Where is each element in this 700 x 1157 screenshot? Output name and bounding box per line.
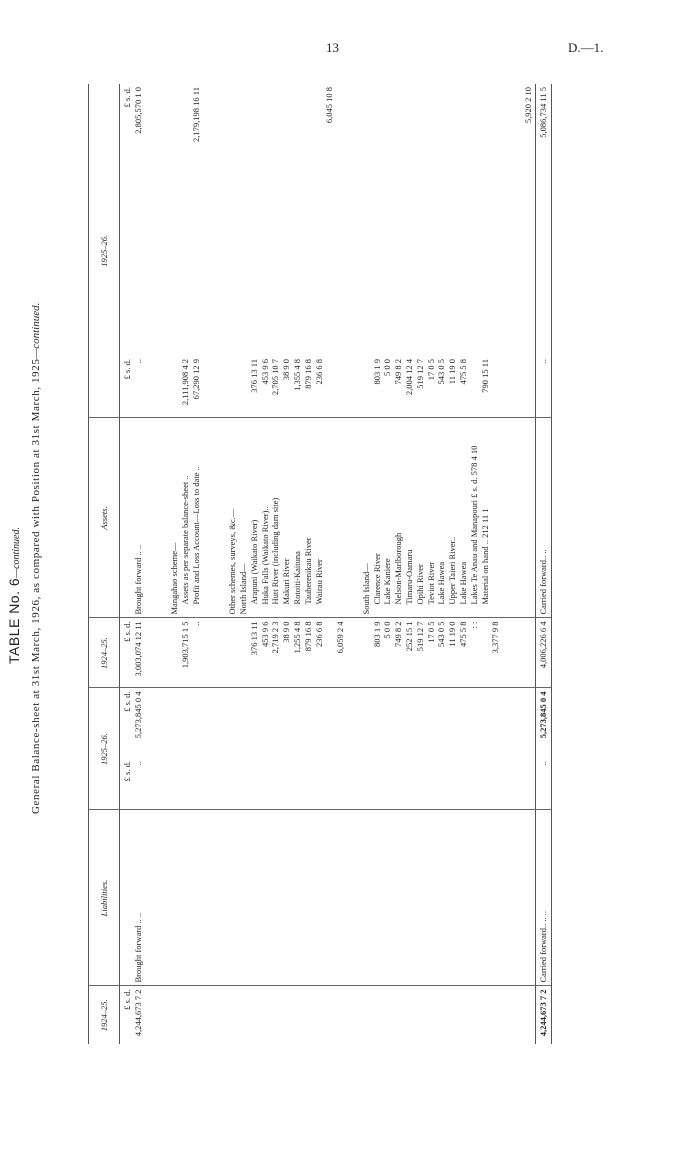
north-item-1926: 376 13 11	[248, 359, 259, 393]
north-island-row	[204, 84, 348, 1044]
north-item-1925: 1,255 4 8	[291, 621, 302, 654]
mangahao-1925: 1,903,715 1 5 ..	[146, 618, 204, 688]
north-item-1925: 453 9 6	[259, 621, 270, 647]
liab-carried-dots: ..	[536, 758, 552, 810]
liab-1926-inner-unit: £ s. d. ..	[120, 758, 146, 810]
south-island-1926	[348, 356, 536, 418]
north-item-1926: 879 16 8	[302, 359, 313, 389]
assets-1926-header: 1925–26.	[89, 84, 120, 418]
material-line: Material on hand .. 212 11 1	[479, 508, 490, 605]
south-item-label: Clarence River	[371, 553, 382, 605]
north-item-label: Rotoiti-Kaituna	[291, 551, 302, 605]
assets-brought-1926: £ s. d. 2,805,570 1 0	[122, 87, 143, 134]
south-item-label: Teviot River	[425, 561, 436, 605]
brought-forward-row	[120, 84, 146, 1044]
assets-carried-1926: 5,086,734 11 5	[536, 84, 552, 356]
liab-carried-1925: 4,244,673 7 2	[536, 986, 552, 1044]
north-island-1926	[204, 356, 348, 418]
north-island-1925	[204, 618, 348, 688]
assets-carried-dots: ..	[536, 356, 552, 418]
north-island-labels: Other schemes, surveys, &c.— North Island— Arapuni (Waikato River) Huka Falls (Waikato River).. Hutt River (including dam site) Makuri River Rotoiti-Kaituna Tauherenikau River Wairau River	[204, 418, 348, 618]
mangahao-row	[146, 84, 204, 1044]
liab-carried-1926: 5,273,845 0 4	[536, 688, 552, 758]
south-item-1925: 11 19 0	[447, 621, 458, 647]
south-item-1925: 475 5 8	[457, 621, 468, 647]
assets-header: Assets.	[89, 418, 120, 618]
north-subtotal-1925: 6,059 2 4	[335, 621, 346, 654]
south-island-labels: South Island— Clarence River Lake Kaniere Nelson-Marlborough Timaru-Oamaru Opihi River Teviot River Lake Hawea Upper Taieri River.. Lake Hawea Lakes Te Anau and Manapouri £ s. d. 578 4 10 Material on hand .. 212 11 1	[348, 418, 536, 618]
south-item-1926: 17 0 5	[425, 359, 436, 381]
south-item-1926: 475 5 8	[457, 359, 468, 385]
south-island-row	[348, 84, 536, 1044]
assets-carried-label: Carried forward.. ..	[536, 418, 552, 618]
carried-forward-row	[536, 84, 552, 1044]
north-item-1925: 38 9 0	[281, 621, 292, 643]
north-item-1926: 2,705 10 7	[270, 359, 281, 396]
table-subtitle: General Balance-sheet at 31st March, 1926, as compared with Position at 31st March, 1925—continued.	[30, 302, 42, 814]
south-item-1925: 5 0 0	[382, 621, 393, 639]
south-item-1925: 519 12 7	[414, 621, 425, 652]
liab-brought-1925: £ s. d. 4,244,673 7 2	[122, 989, 143, 1037]
south-total-1925: 3,377 9 8	[490, 621, 501, 654]
north-item-label: Huka Falls (Waikato River)..	[259, 506, 270, 605]
south-item-label: Lake Kaniere	[382, 558, 393, 605]
manapouri-net-1926: 790 15 11	[479, 359, 490, 393]
north-item-1925: 376 13 11	[248, 621, 259, 656]
north-item-1926: 236 6 8	[313, 359, 324, 385]
south-item-1926: 543 0 5	[436, 359, 447, 385]
liab-carried-label: Carried forward.. .. ..	[536, 810, 552, 986]
south-item-1926: 5 0 0	[382, 359, 393, 376]
north-item-1925: 879 16 8	[302, 621, 313, 652]
north-item-label: Makuri River	[281, 558, 292, 605]
liab-1925-header: 1924–25.	[89, 986, 120, 1044]
liab-brought-1926: £ s. d. 5,273,845 0 4	[122, 691, 143, 739]
assets-1926-inner-unit: £ s. d. ..	[120, 356, 146, 418]
north-item-label: Hutt River (including dam site)	[270, 497, 281, 605]
north-island-total-1926: 6,045 10 8	[324, 87, 335, 124]
assets-1925-header: 1924–25.	[89, 618, 120, 688]
north-item-label: Tauherenikau River	[302, 537, 313, 605]
north-item-1926: 38 9 0	[281, 359, 292, 381]
south-item-1925: 543 0 5	[436, 621, 447, 647]
mangahao-labels: Mangahao scheme— Assets as per separate balance-sheet .. Profit and Loss Account—Loss to date ..	[146, 418, 204, 618]
south-item-label: Timaru-Oamaru	[403, 549, 414, 605]
document-reference: D.—1.	[568, 40, 604, 55]
south-island-total-1926: 5,920 2 10	[522, 87, 533, 124]
south-item-1926: 803 1 9	[371, 359, 382, 385]
south-item-label: Opihi River	[414, 564, 425, 605]
mangahao-total-1926: 2,179,198 16 11	[190, 87, 201, 142]
south-item-label: Lake Hawea	[436, 561, 447, 605]
south-item-1926: 749 8 2	[393, 359, 404, 385]
north-item-1925: 2,719 2 3	[270, 621, 281, 654]
north-item-1925: 236 6 8	[313, 621, 324, 647]
south-item-label: Upper Taieri River..	[447, 536, 458, 605]
south-item-1925: 749 8 2	[393, 621, 404, 647]
assets-brought-1925: £ s. d. 3,003,074 12 11	[120, 618, 146, 688]
rotated-balance-sheet	[6, 84, 608, 1044]
table-title: TABLE No. 6—continued.	[6, 527, 22, 664]
header-row	[89, 84, 120, 1044]
north-item-label: Wairau River	[313, 559, 324, 605]
balance-sheet-table	[88, 84, 552, 1044]
liab-brought-label: Brought forward .. ..	[120, 810, 146, 986]
manapouri-line: Lakes Te Anau and Manapouri £ s. d. 578 4 10	[468, 445, 479, 605]
south-item-1925: 17 0 5	[425, 621, 436, 643]
south-item-label: Nelson-Marlborough	[393, 532, 404, 605]
mangahao-items-1926: 2,111,908 4 2 67,290 12 9	[146, 356, 204, 418]
assets-brought-label: Brought forward .. ..	[120, 418, 146, 618]
liab-1926-header: 1925–26.	[89, 688, 120, 810]
north-item-1926: 453 9 6	[259, 359, 270, 385]
liabilities-header: Liabilities.	[89, 810, 120, 986]
south-item-label: Lake Hawea	[457, 561, 468, 605]
south-item-1926: 519 12 7	[414, 359, 425, 389]
south-item-1926: 2,004 12 4	[403, 359, 414, 396]
assets-carried-1925: 4,006,226 6 4	[536, 618, 552, 688]
north-item-1926: 1,355 4 8	[291, 359, 302, 391]
page-number: 13	[326, 40, 339, 55]
south-item-1925: 252 15 1	[403, 621, 414, 652]
south-item-1926: 11 19 0	[447, 359, 458, 385]
north-item-label: Arapuni (Waikato River)	[248, 519, 259, 605]
south-island-1925: 803 1 9 5 0 0 749 8 2 252 15 1 519 12 7 17 0 5 543 0 5 11 19 0 475 5 8 : : 3,377 9 8	[348, 618, 536, 688]
south-item-1925: 803 1 9	[371, 621, 382, 647]
